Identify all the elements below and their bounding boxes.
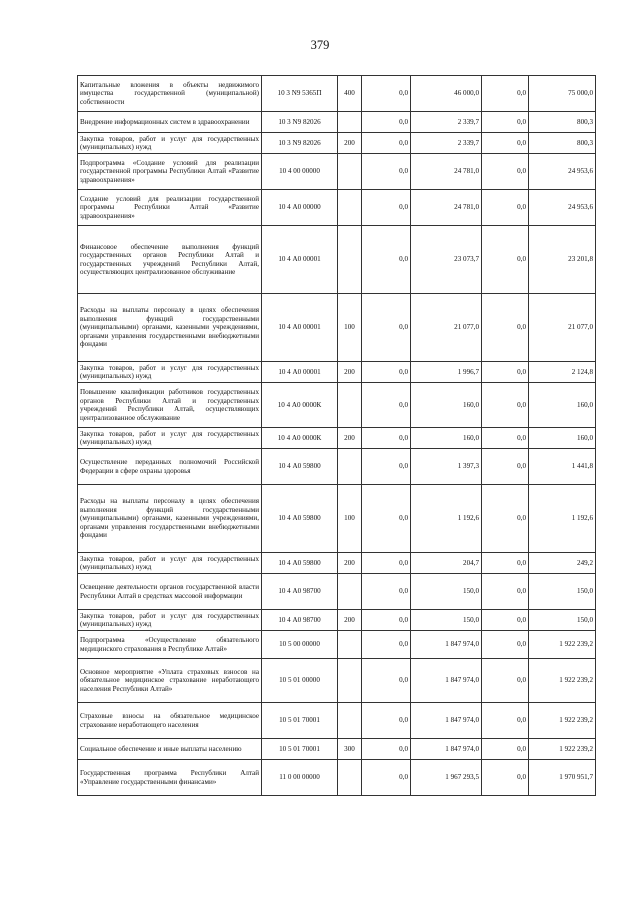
row-value-3-cell: 0,0 (482, 610, 529, 631)
row-type-cell: 100 (338, 485, 362, 553)
table-row (78, 760, 596, 796)
row-value-1-cell: 0,0 (362, 226, 411, 294)
row-value-3-cell: 0,0 (482, 631, 529, 659)
row-value-4-cell: 24 953,6 (529, 190, 596, 226)
row-type-cell (338, 226, 362, 294)
row-name-cell: Закупка товаров, работ и услуг для государственных (муниципальных) нужд (78, 553, 262, 574)
row-value-2-cell: 1 847 974,0 (411, 703, 482, 739)
row-code-cell: 10 5 01 70001 (262, 739, 338, 760)
row-value-3-cell: 0,0 (482, 190, 529, 226)
row-value-3-cell: 0,0 (482, 76, 529, 112)
row-value-2-cell: 2 339,7 (411, 133, 482, 154)
row-type-cell: 100 (338, 294, 362, 362)
table-row (78, 226, 596, 294)
row-value-3-cell: 0,0 (482, 154, 529, 190)
row-value-4-cell: 2 124,8 (529, 362, 596, 383)
row-name-cell: Повышение квалификации работников государственных органов Республики Алтай и государственных учреждений Республики Алтай, осуществляющих централизованное обслуживание (78, 383, 262, 428)
row-type-cell: 200 (338, 553, 362, 574)
row-value-2-cell: 23 073,7 (411, 226, 482, 294)
row-name-cell: Создание условий для реализации государственной программы Республики Алтай «Развитие здравоохранения» (78, 190, 262, 226)
row-value-4-cell: 1 441,8 (529, 449, 596, 485)
row-value-1-cell: 0,0 (362, 112, 411, 133)
table-row (78, 76, 596, 112)
row-type-cell (338, 112, 362, 133)
row-value-4-cell: 160,0 (529, 383, 596, 428)
row-value-1-cell: 0,0 (362, 659, 411, 703)
row-name-cell: Закупка товаров, работ и услуг для государственных (муниципальных) нужд (78, 133, 262, 154)
row-value-4-cell: 21 077,0 (529, 294, 596, 362)
row-value-2-cell: 1 397,3 (411, 449, 482, 485)
row-value-3-cell: 0,0 (482, 553, 529, 574)
row-value-2-cell: 1 967 293,5 (411, 760, 482, 796)
row-value-2-cell: 150,0 (411, 574, 482, 610)
row-value-4-cell: 150,0 (529, 574, 596, 610)
row-code-cell: 10 4 00 00000 (262, 154, 338, 190)
row-value-1-cell: 0,0 (362, 574, 411, 610)
row-value-3-cell: 0,0 (482, 659, 529, 703)
row-value-2-cell: 204,7 (411, 553, 482, 574)
row-value-4-cell: 1 922 239,2 (529, 703, 596, 739)
table-row (78, 739, 596, 760)
row-value-2-cell: 1 192,6 (411, 485, 482, 553)
row-value-1-cell: 0,0 (362, 294, 411, 362)
row-value-1-cell: 0,0 (362, 610, 411, 631)
row-value-1-cell: 0,0 (362, 190, 411, 226)
row-name-cell: Подпрограмма «Создание условий для реализации государственной программы Республики Алтай «Развитие здравоохранения» (78, 154, 262, 190)
row-type-cell (338, 449, 362, 485)
row-value-1-cell: 0,0 (362, 428, 411, 449)
row-value-4-cell: 1 922 239,2 (529, 739, 596, 760)
row-value-2-cell: 2 339,7 (411, 112, 482, 133)
table-row (78, 553, 596, 574)
row-code-cell: 10 4 А0 59800 (262, 485, 338, 553)
row-value-4-cell: 1 922 239,2 (529, 631, 596, 659)
row-code-cell: 10 3 N9 82026 (262, 133, 338, 154)
row-value-3-cell: 0,0 (482, 574, 529, 610)
row-value-2-cell: 160,0 (411, 428, 482, 449)
row-name-cell: Освещение деятельности органов государственной власти Республики Алтай в средствах массовой информации (78, 574, 262, 610)
row-code-cell: 10 4 А0 59800 (262, 449, 338, 485)
table-row (78, 631, 596, 659)
row-code-cell: 10 3 N9 82026 (262, 112, 338, 133)
table-row (78, 485, 596, 553)
row-value-1-cell: 0,0 (362, 133, 411, 154)
row-value-3-cell: 0,0 (482, 449, 529, 485)
table-body (78, 76, 596, 796)
row-code-cell: 10 5 00 00000 (262, 631, 338, 659)
row-value-1-cell: 0,0 (362, 154, 411, 190)
row-value-4-cell: 249,2 (529, 553, 596, 574)
row-name-cell: Социальное обеспечение и иные выплаты населению (78, 739, 262, 760)
table-row (78, 154, 596, 190)
table-row (78, 362, 596, 383)
row-value-4-cell: 1 192,6 (529, 485, 596, 553)
row-value-3-cell: 0,0 (482, 383, 529, 428)
row-name-cell: Закупка товаров, работ и услуг для государственных (муниципальных) нужд (78, 362, 262, 383)
row-value-2-cell: 1 847 974,0 (411, 631, 482, 659)
row-value-4-cell: 23 201,8 (529, 226, 596, 294)
row-value-3-cell: 0,0 (482, 485, 529, 553)
row-value-1-cell: 0,0 (362, 383, 411, 428)
row-value-1-cell: 0,0 (362, 739, 411, 760)
table-row (78, 428, 596, 449)
row-value-2-cell: 24 781,0 (411, 190, 482, 226)
row-name-cell: Закупка товаров, работ и услуг для государственных (муниципальных) нужд (78, 610, 262, 631)
row-value-4-cell: 800,3 (529, 133, 596, 154)
row-type-cell: 200 (338, 610, 362, 631)
row-code-cell: 10 5 01 70001 (262, 703, 338, 739)
row-value-3-cell: 0,0 (482, 760, 529, 796)
row-code-cell: 10 5 01 00000 (262, 659, 338, 703)
row-code-cell: 10 4 А0 98700 (262, 610, 338, 631)
row-type-cell (338, 760, 362, 796)
table-row (78, 133, 596, 154)
table-row (78, 703, 596, 739)
row-type-cell (338, 190, 362, 226)
row-value-3-cell: 0,0 (482, 294, 529, 362)
row-code-cell: 10 4 А0 00001 (262, 294, 338, 362)
row-value-4-cell: 160,0 (529, 428, 596, 449)
row-value-1-cell: 0,0 (362, 703, 411, 739)
row-name-cell: Государственная программа Республики Алтай «Управление государственными финансами» (78, 760, 262, 796)
row-value-1-cell: 0,0 (362, 485, 411, 553)
row-name-cell: Финансовое обеспечение выполнения функций государственных органов Республики Алтай и государственных учреждений Республики Алтай, осуществляющих централизованное обслуживание (78, 226, 262, 294)
row-code-cell: 10 4 А0 00001 (262, 226, 338, 294)
row-type-cell (338, 154, 362, 190)
row-value-4-cell: 1 922 239,2 (529, 659, 596, 703)
row-value-3-cell: 0,0 (482, 428, 529, 449)
row-value-2-cell: 150,0 (411, 610, 482, 631)
row-value-3-cell: 0,0 (482, 226, 529, 294)
row-type-cell (338, 574, 362, 610)
row-value-2-cell: 1 847 974,0 (411, 739, 482, 760)
table-row (78, 294, 596, 362)
row-value-2-cell: 1 996,7 (411, 362, 482, 383)
row-value-4-cell: 75 000,0 (529, 76, 596, 112)
row-value-3-cell: 0,0 (482, 703, 529, 739)
row-name-cell: Внедрение информационных систем в здравоохранении (78, 112, 262, 133)
row-name-cell: Осуществление переданных полномочий Российской Федерации в сфере охраны здоровья (78, 449, 262, 485)
row-value-4-cell: 800,3 (529, 112, 596, 133)
row-code-cell: 10 4 А0 59800 (262, 553, 338, 574)
row-code-cell: 10 3 N9 5365П (262, 76, 338, 112)
row-code-cell: 10 4 А0 0000К (262, 428, 338, 449)
page-number: 379 (310, 38, 330, 52)
row-type-cell (338, 383, 362, 428)
row-value-1-cell: 0,0 (362, 760, 411, 796)
row-value-3-cell: 0,0 (482, 739, 529, 760)
row-value-2-cell: 21 077,0 (411, 294, 482, 362)
row-name-cell: Основное мероприятие «Уплата страховых взносов на обязательное медицинское страхование неработающего населения Республики Алтай» (78, 659, 262, 703)
row-type-cell: 300 (338, 739, 362, 760)
row-value-1-cell: 0,0 (362, 362, 411, 383)
row-value-2-cell: 160,0 (411, 383, 482, 428)
table-row (78, 190, 596, 226)
table-row (78, 574, 596, 610)
table-row (78, 610, 596, 631)
row-code-cell: 10 4 А0 00000 (262, 190, 338, 226)
row-value-1-cell: 0,0 (362, 76, 411, 112)
table-row (78, 659, 596, 703)
row-value-1-cell: 0,0 (362, 449, 411, 485)
row-type-cell (338, 659, 362, 703)
row-code-cell: 11 0 00 00000 (262, 760, 338, 796)
row-name-cell: Расходы на выплаты персоналу в целях обеспечения выполнения функций государственными (муниципальными) органами, казенными учреждениями, органами управления государственными внебюджетными фондами (78, 485, 262, 553)
table-row (78, 112, 596, 133)
row-type-cell: 200 (338, 362, 362, 383)
row-type-cell: 400 (338, 76, 362, 112)
row-value-1-cell: 0,0 (362, 553, 411, 574)
row-code-cell: 10 4 А0 0000К (262, 383, 338, 428)
row-type-cell: 200 (338, 428, 362, 449)
row-name-cell: Расходы на выплаты персоналу в целях обеспечения выполнения функций государственными (муниципальными) органами, казенными учреждениями, органами управления государственными внебюджетными фондами (78, 294, 262, 362)
row-name-cell: Страховые взносы на обязательное медицинское страхование неработающего населения (78, 703, 262, 739)
table-row (78, 449, 596, 485)
row-code-cell: 10 4 А0 98700 (262, 574, 338, 610)
row-value-4-cell: 150,0 (529, 610, 596, 631)
row-type-cell: 200 (338, 133, 362, 154)
row-name-cell: Закупка товаров, работ и услуг для государственных (муниципальных) нужд (78, 428, 262, 449)
row-value-1-cell: 0,0 (362, 631, 411, 659)
row-value-3-cell: 0,0 (482, 362, 529, 383)
budget-table (77, 75, 596, 796)
row-value-2-cell: 46 000,0 (411, 76, 482, 112)
row-value-3-cell: 0,0 (482, 112, 529, 133)
row-value-3-cell: 0,0 (482, 133, 529, 154)
row-value-2-cell: 24 781,0 (411, 154, 482, 190)
table-row (78, 383, 596, 428)
row-name-cell: Подпрограмма «Осуществление обязательного медицинского страхования в Республике Алтай» (78, 631, 262, 659)
row-value-2-cell: 1 847 974,0 (411, 659, 482, 703)
row-value-4-cell: 1 970 951,7 (529, 760, 596, 796)
row-type-cell (338, 631, 362, 659)
row-name-cell: Капитальные вложения в объекты недвижимого имущества государственной (муниципальной) собственности (78, 76, 262, 112)
row-type-cell (338, 703, 362, 739)
row-value-4-cell: 24 953,6 (529, 154, 596, 190)
row-code-cell: 10 4 А0 00001 (262, 362, 338, 383)
